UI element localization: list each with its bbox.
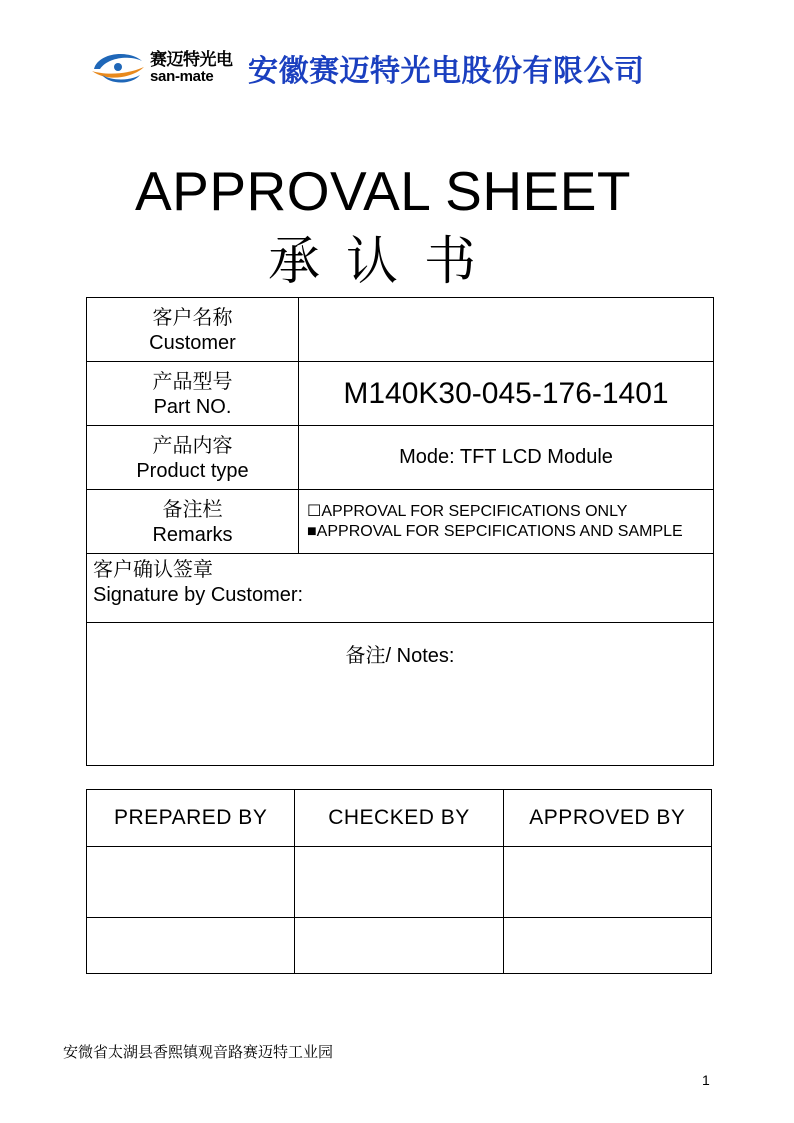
signature-cell bbox=[87, 554, 714, 623]
part-no-label bbox=[87, 362, 299, 426]
title-chinese: 承认书 bbox=[268, 232, 503, 292]
approved-by-signature bbox=[503, 847, 711, 918]
signature-label-cn: 客户确认签章 bbox=[93, 557, 213, 581]
customer-value bbox=[299, 298, 714, 362]
prepared-by-date bbox=[87, 918, 295, 974]
remarks-label-cn: 备注栏 bbox=[162, 496, 223, 521]
checked-by-date bbox=[295, 918, 503, 974]
product-type-label bbox=[87, 426, 299, 490]
remark-option-specs-and-sample bbox=[307, 522, 713, 542]
notes-label-cn: 备注 bbox=[345, 643, 386, 667]
remark-option-text: APPROVAL FOR SEPCIFICATIONS ONLY bbox=[321, 502, 628, 520]
notes-row bbox=[87, 623, 714, 766]
signoff-header-row bbox=[87, 790, 712, 847]
page-number: 1 bbox=[702, 1072, 710, 1088]
customer-label-en: Customer bbox=[149, 331, 236, 354]
prepared-by-header: PREPARED BY bbox=[87, 790, 295, 847]
company-logo-icon bbox=[88, 45, 148, 89]
logo-chinese-text: 赛迈特光电 bbox=[150, 50, 233, 70]
remarks-row bbox=[87, 490, 714, 554]
remarks-label bbox=[87, 490, 299, 554]
checked-by-header: CHECKED BY bbox=[295, 790, 503, 847]
product-type-value: Mode: TFT LCD Module bbox=[299, 426, 714, 490]
title-english: APPROVAL SHEET bbox=[134, 160, 632, 222]
part-no-value: M140K30-045-176-1401 bbox=[299, 362, 714, 426]
page-header bbox=[88, 40, 728, 92]
remarks-options bbox=[299, 490, 714, 554]
company-name: 安徽赛迈特光电股份有限公司 bbox=[248, 54, 645, 89]
customer-label-cn: 客户名称 bbox=[152, 304, 233, 329]
remark-option-specs-only bbox=[307, 502, 713, 522]
checked-by-signature bbox=[295, 847, 503, 918]
notes-label-en: / Notes: bbox=[385, 645, 455, 667]
customer-label bbox=[87, 298, 299, 362]
logo-english-text: san-mate bbox=[150, 68, 214, 85]
notes-cell bbox=[87, 623, 714, 766]
signature-row bbox=[87, 554, 714, 623]
customer-row bbox=[87, 298, 714, 362]
prepared-by-signature bbox=[87, 847, 295, 918]
signoff-signature-row bbox=[87, 847, 712, 918]
footer-address: 安微省太湖县香熙镇观音路赛迈特工业园 bbox=[63, 1043, 334, 1061]
remarks-label-en: Remarks bbox=[152, 523, 233, 546]
empty-checkbox-icon: ☐ bbox=[307, 502, 322, 520]
remark-option-text: APPROVAL FOR SEPCIFICATIONS AND SAMPLE bbox=[316, 522, 683, 540]
approved-by-date bbox=[503, 918, 711, 974]
filled-checkbox-icon: ■ bbox=[307, 522, 317, 540]
part-no-label-cn: 产品型号 bbox=[152, 368, 233, 393]
part-no-label-en: Part NO. bbox=[153, 395, 232, 418]
product-type-label-cn: 产品内容 bbox=[152, 432, 233, 457]
product-type-label-en: Product type bbox=[136, 459, 249, 482]
approved-by-header: APPROVED BY bbox=[503, 790, 711, 847]
info-table bbox=[86, 297, 714, 766]
signature-label-en: Signature by Customer: bbox=[93, 584, 304, 606]
part-no-row bbox=[87, 362, 714, 426]
product-type-row bbox=[87, 426, 714, 490]
signoff-table bbox=[86, 789, 712, 974]
signoff-date-row bbox=[87, 918, 712, 974]
